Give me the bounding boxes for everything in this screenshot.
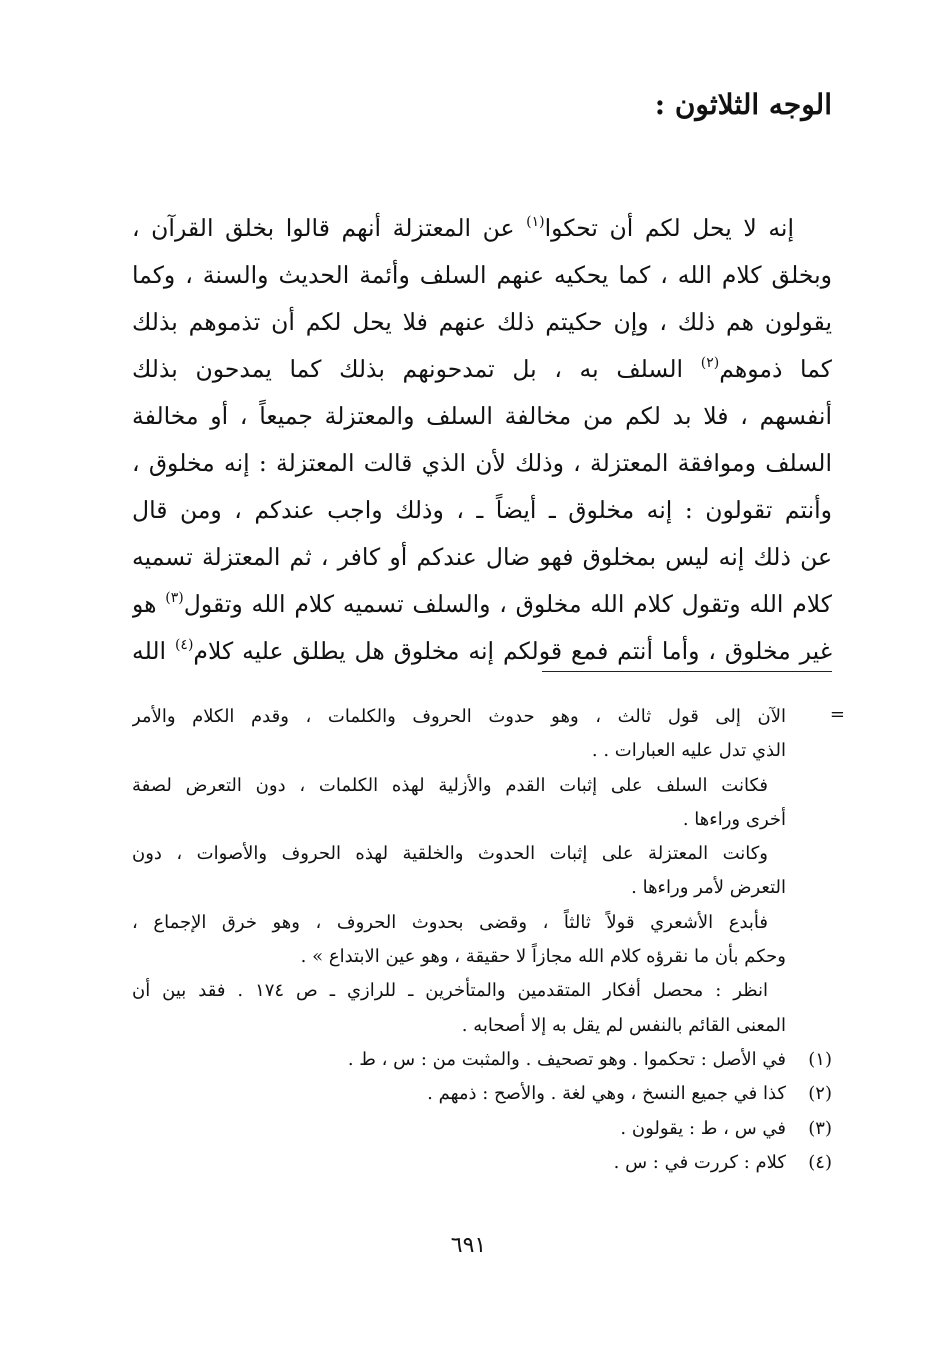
main-line: غير مخلوق ، وأما أنتم فمع قولكم إنه مخلوق هل يطلق عليه كلام$^{(٤)}$ الله — [132, 637, 832, 665]
footnote-number: (١) — [808, 1048, 832, 1070]
note-line: الذي تدل عليه العبارات . . — [591, 740, 786, 762]
note-line: فأبدع الأشعري قولاً ثالثاً ، وقضى بحدوث الحروف ، وهو خرق الإجماع ، — [132, 911, 768, 933]
footnote-number: (٤) — [808, 1151, 832, 1173]
footnote-text: كذا في جميع النسخ ، وهي لغة . والأصح : ذمهم . — [427, 1083, 786, 1105]
main-line: أنفسهم ، فلا بد لكم من مخالفة السلف والمعتزلة جميعاً ، أو مخالفة — [132, 402, 832, 430]
footnote-text: في س ، ط : يقولون . — [620, 1117, 786, 1139]
main-line: عن ذلك إنه ليس بمخلوق فهو ضال عندكم أو كافر ، ثم المعتزلة تسميه — [132, 543, 832, 571]
note-line: فكانت السلف على إثبات القدم والأزلية لهذه الكلمات ، دون التعرض لصفة — [132, 774, 768, 796]
note-line: الآن إلى قول ثالث ، وهو حدوث الحروف والكلمات ، وقدم الكلام والأمر — [132, 706, 786, 727]
main-text — [132, 205, 832, 675]
main-line: كلام الله وتقول كلام الله مخلوق ، والسلف تسميه كلام الله وتقول$^{(٣)}$ هو — [132, 590, 832, 618]
continuation-mark: = — [829, 704, 845, 725]
section-heading: الوجه الثلاثون : — [654, 88, 832, 121]
note-line: وحكم بأن ما نقرؤه كلام الله مجازاً لا حقيقة ، وهو عين الابتداع » . — [300, 946, 786, 968]
main-line: إنه لا يحل لكم أن تحكوا$^{(١)}$ عن المعتزلة أنهم قالوا بخلق القرآن ، — [132, 214, 794, 242]
main-line: يقولون هم ذلك ، وإن حكيتم ذلك عنهم فلا يحل لكم أن تذموهم بذلك — [132, 308, 832, 336]
footnote-item — [132, 1112, 832, 1146]
footnotes-area — [132, 700, 832, 1180]
footnote-item — [132, 1077, 832, 1111]
main-line: وأنتم تقولون : إنه مخلوق ـ أيضاً ـ ، وذلك واجب عندكم ، ومن قال — [132, 496, 832, 524]
main-line: كما ذموهم$^{(٢)}$ السلف به ، بل تمدحونهم بذلك كما يمدحون بذلك — [132, 355, 832, 383]
footnote-item — [132, 1043, 832, 1077]
note-line: انظر : محصل أفكار المتقدمين والمتأخرين ـ للرازي ـ ص ١٧٤ . فقد بين أن — [132, 980, 768, 1002]
page-number: ٦٩١ — [450, 1233, 487, 1258]
note-line: وكانت المعتزلة على إثبات الحدوث والخلقية لهذه الحروف والأصوات ، دون — [132, 843, 768, 865]
note-line: المعنى القائم بالنفس لم يقل به إلا أصحابه . — [461, 1014, 786, 1036]
footnote-text: في الأصل : تحكموا . وهو تصحيف . والمثبت من : س ، ط . — [347, 1048, 786, 1070]
footnote-ref: (٢) — [700, 355, 720, 371]
main-line: وبخلق كلام الله ، كما يحكيه عنهم السلف وأئمة الحديث والسنة ، وكما — [132, 261, 832, 289]
footnote-number: (٢) — [808, 1083, 832, 1105]
footnote-ref: (٣) — [165, 590, 184, 606]
footnote-ref: (٤) — [174, 637, 194, 653]
note-line: التعرض لأمر وراءها . — [631, 877, 786, 899]
footnote-separator — [542, 671, 832, 672]
footnote-ref: (١) — [526, 214, 545, 230]
main-line: السلف وموافقة المعتزلة ، وذلك لأن الذي قالت المعتزلة : إنه مخلوق ، — [132, 449, 832, 477]
footnote-item — [132, 1146, 832, 1180]
footnote-number: (٣) — [808, 1117, 832, 1139]
note-line: أخرى وراءها . — [682, 808, 786, 830]
footnote-text: كلام : كررت في : س . — [613, 1151, 786, 1173]
